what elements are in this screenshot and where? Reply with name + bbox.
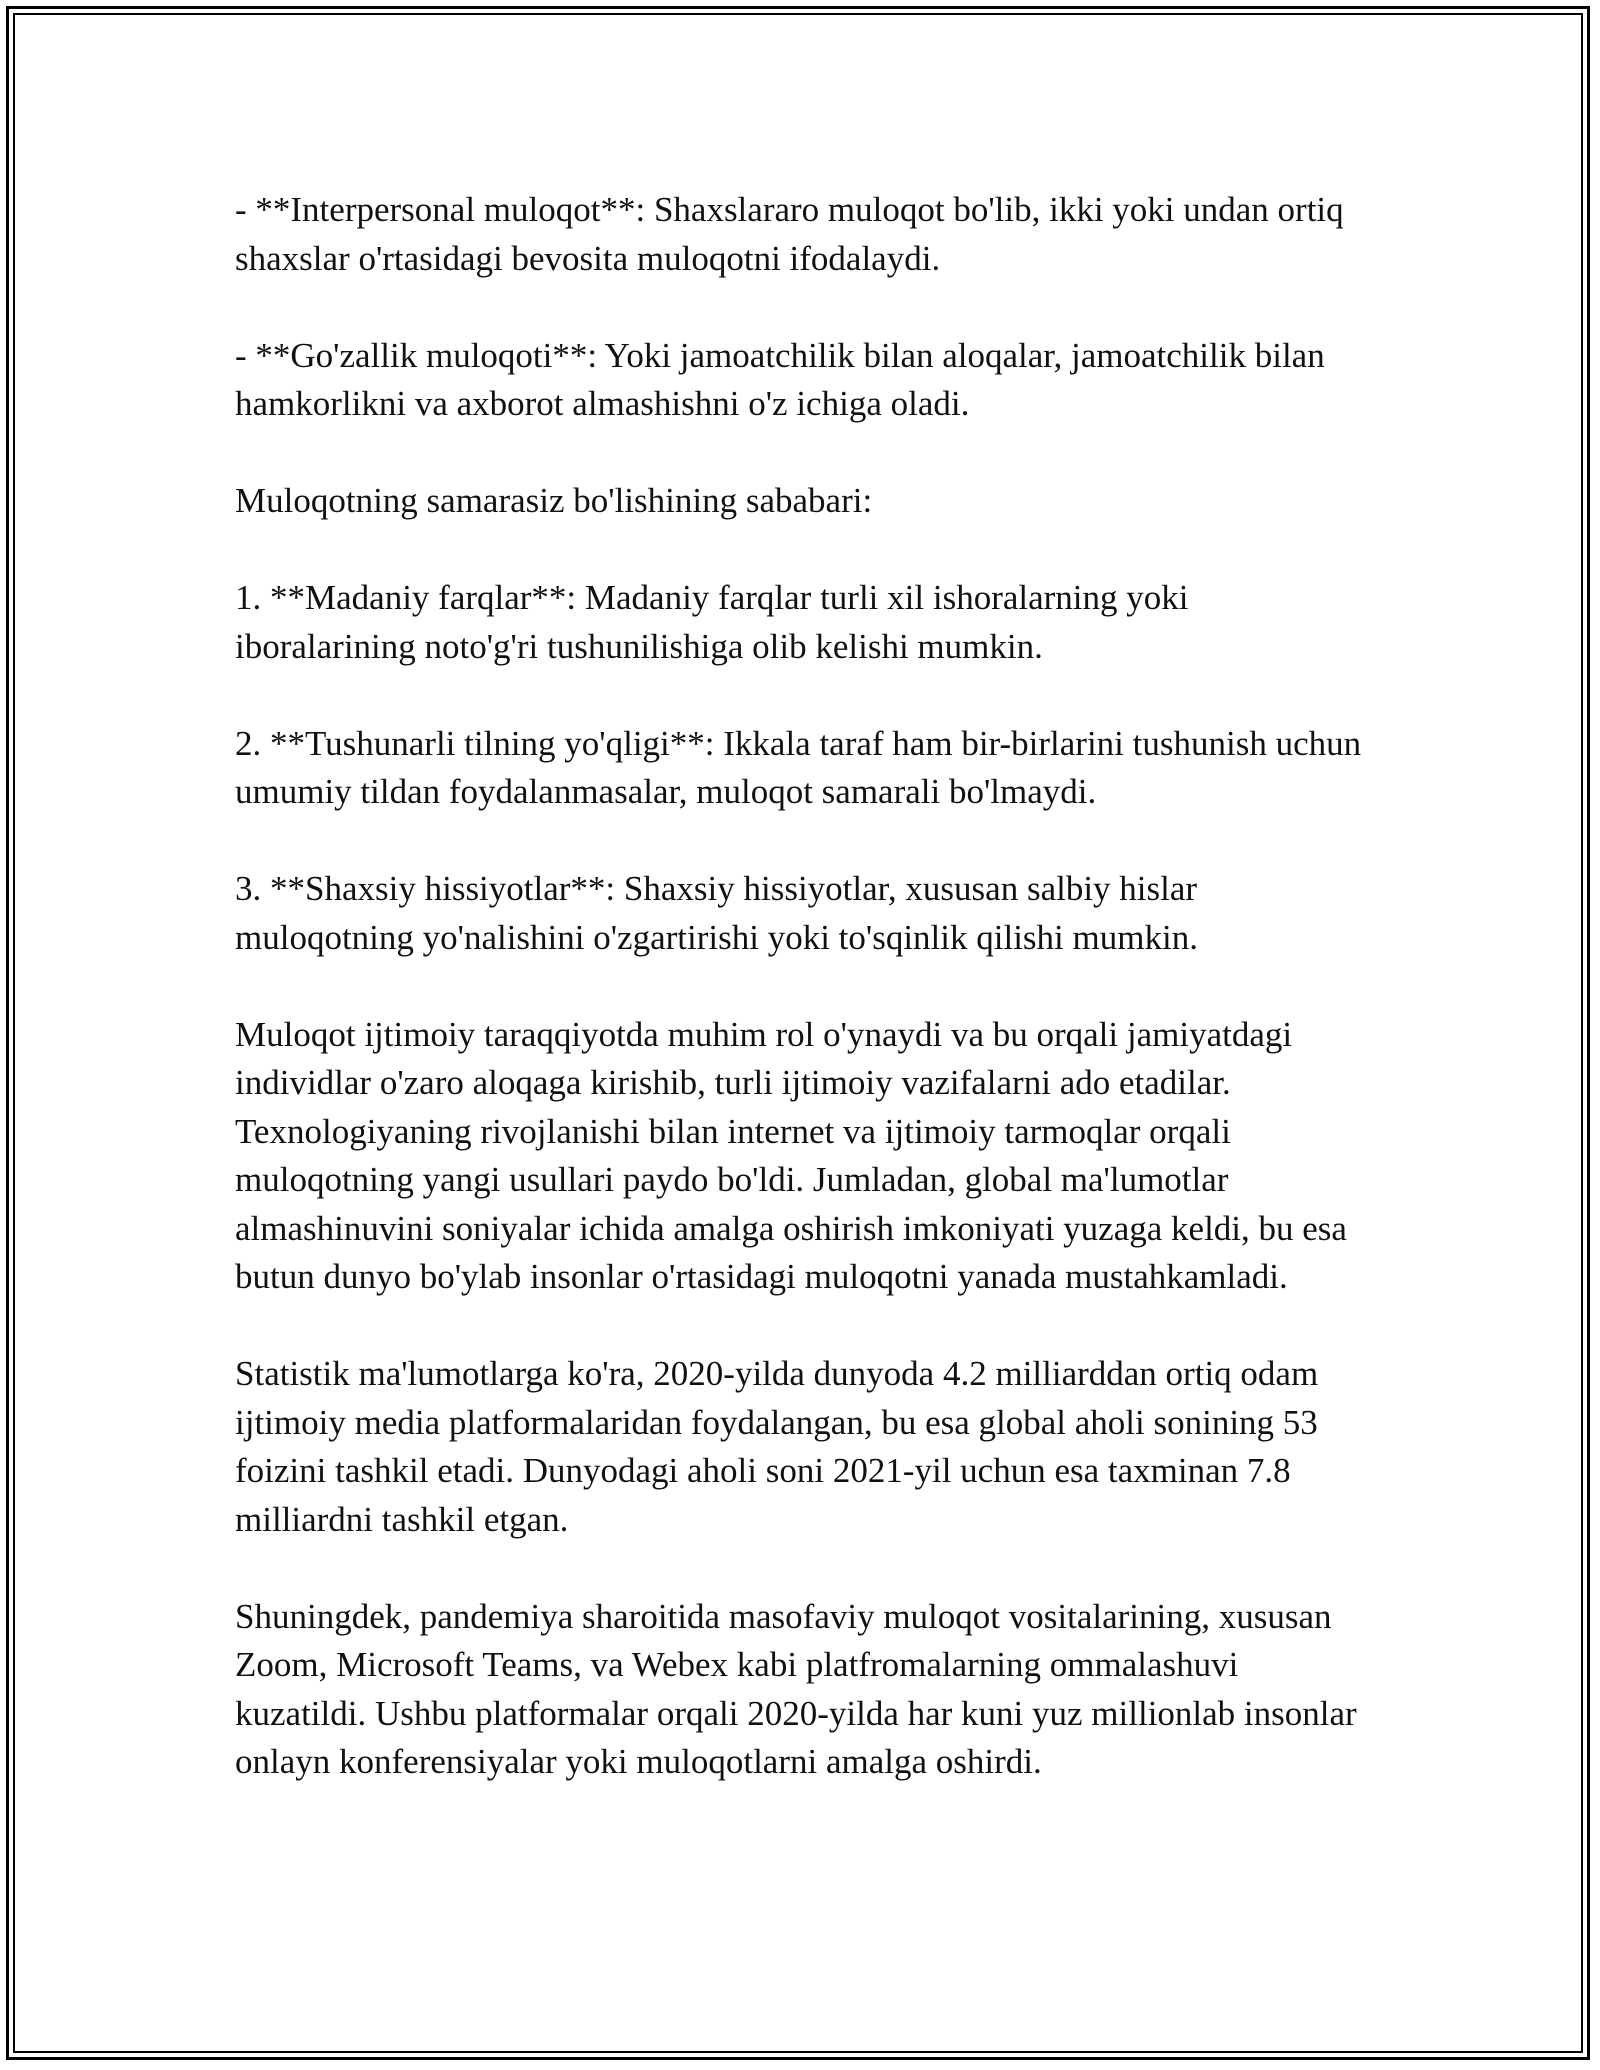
list-item-madaniy: 1. **Madaniy farqlar**: Madaniy farqlar turli xil ishoralarning yoki iboralarining noto'g'ri tushunilishiga olib kelishi mumkin. (235, 578, 1189, 666)
paragraph-causes-heading: Muloqotning samarasiz bo'lishining sababari: (235, 481, 873, 520)
list-item-shaxsiy: 3. **Shaxsiy hissiyotlar**: Shaxsiy hissiyotlar, xususan salbiy hislar muloqotning yo'nalishini o'zgartirishi yoki to'sqinlik qilishi mumkin. (235, 869, 1198, 957)
paragraph-social-progress: Muloqot ijtimoiy taraqqiyotda muhim rol o'ynaydi va bu orqali jamiyatdagi individlar o'zaro aloqaga kirishib, turli ijtimoiy vazifalarni ado etadilar. Texnologiyaning rivojlanishi bilan internet va ijtimoiy tarmoqlar orqali muloqotning yangi usullari paydo bo'ldi. Jumladan, global ma'lumotlar almashinuvini soniyalar ichida amalga oshirish imkoniyati yuzaga keldi, bu esa butun dunyo bo'ylab insonlar o'rtasidagi muloqotni yanada mustahkamladi. (235, 1014, 1347, 1296)
paragraph-gozallik: - **Go'zallik muloqoti**: Yoki jamoatchilik bilan aloqalar, jamoatchilik bilan hamkorlikni va axborot almashishni o'z ichiga oladi. (235, 335, 1325, 423)
paragraph-interpersonal: - **Interpersonal muloqot**: Shaxslararo muloqot bo'lib, ikki yoki undan ortiq shaxslar o'rtasidagi bevosita muloqotni ifodalaydi. (235, 190, 1344, 278)
list-item-tushunarli: 2. **Tushunarli tilning yo'qligi**: Ikkala taraf ham bir-birlarini tushunish uchun umumiy tildan foydalanmasalar, muloqot samarali bo'lmaydi. (235, 723, 1362, 811)
document-body (235, 186, 1365, 1835)
paragraph-pandemic: Shuningdek, pandemiya sharoitida masofaviy muloqot vositalarining, xususan Zoom, Microsoft Teams, va Webex kabi platfromalarning ommalashuvi kuzatildi. Ushbu platformalar orqali 2020-yilda har kuni yuz millionlab insonlar onlayn konferensiyalar yoki muloqotlarni amalga oshirdi. (235, 1596, 1357, 1781)
paragraph-statistics: Statistik ma'lumotlarga ko'ra, 2020-yilda dunyoda 4.2 milliarddan ortiq odam ijtimoiy media platformalaridan foydalangan, bu esa global aholi sonining 53 foizini tashkil etadi. Dunyodagi aholi soni 2021-yil uchun esa taxminan 7.8 milliardni tashkil etgan. (235, 1354, 1319, 1539)
